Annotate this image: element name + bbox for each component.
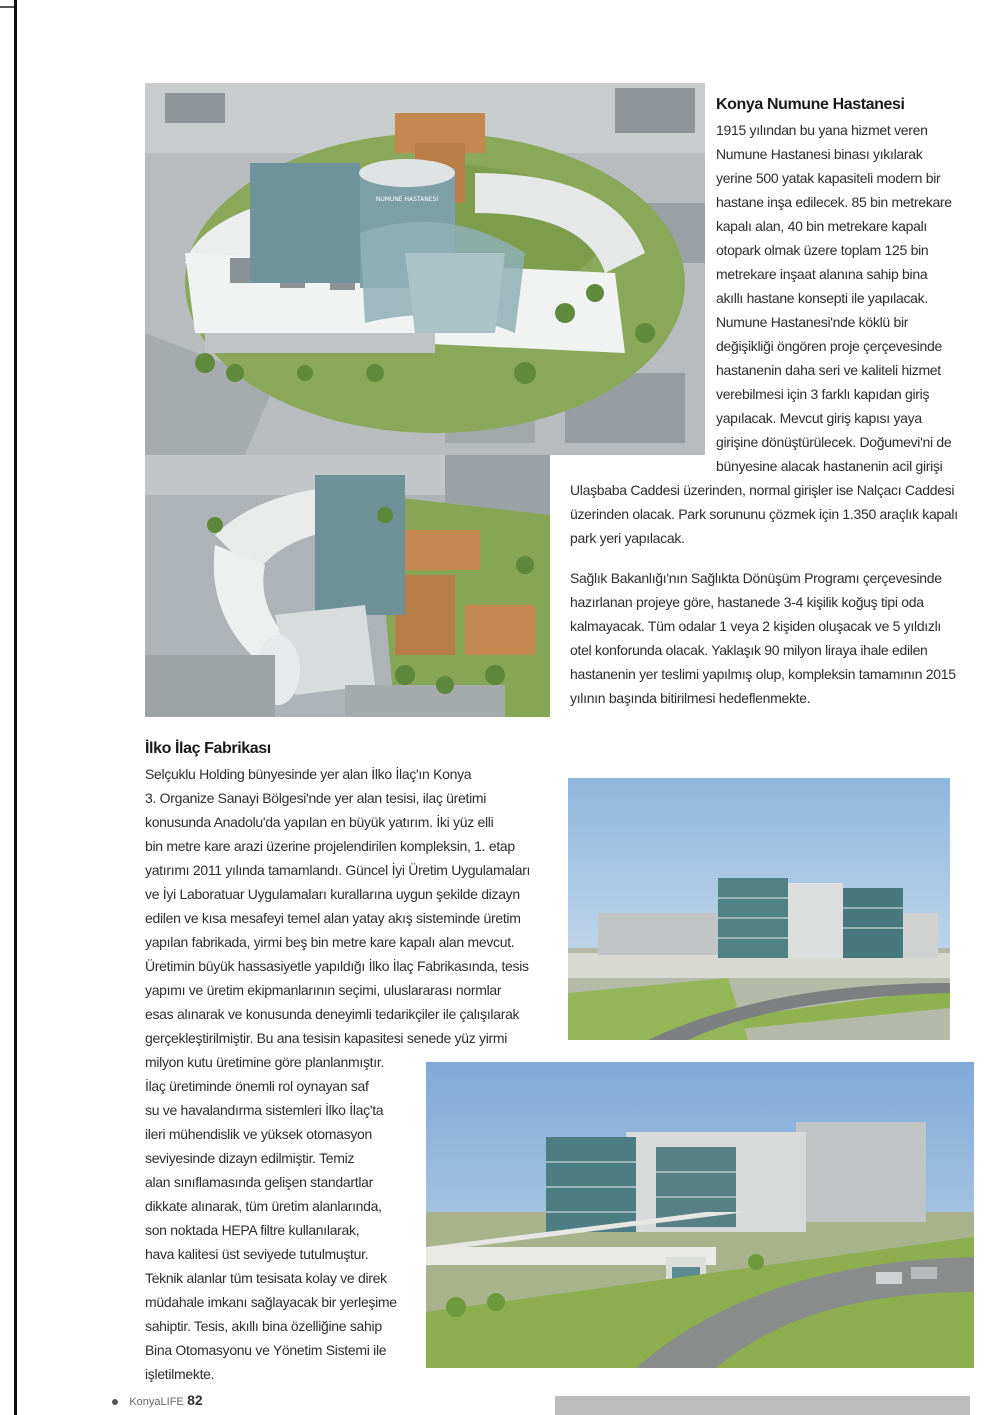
hospital-paragraph-2 xyxy=(570,566,956,710)
text-line: hastanenin daha seri ve kaliteli hizmet xyxy=(716,362,941,378)
factory-paragraph-narrow xyxy=(145,1074,397,1386)
text-line: Üretimin büyük hassasiyetle yapıldığı İlko İlaç Fabrikasında, tesis xyxy=(145,958,529,974)
text-line: ve İyi Laboratuar Uygulamaları kurallarına uygun şekilde dizayn xyxy=(145,886,520,902)
text-line: metrekare inşaat alanına sahip bina xyxy=(716,266,928,282)
text-line: sahiptir. Tesis, akıllı bina özelliğine sahip xyxy=(145,1318,382,1334)
text-line: hava kalitesi üst seviyede tutulmuştur. xyxy=(145,1246,369,1262)
text-line: alan sınıflamasında gelişen standartlar xyxy=(145,1174,373,1190)
hospital-aerial-render xyxy=(145,83,705,455)
text-line: kapalı alan, 40 bin metrekare kapalı xyxy=(716,218,927,234)
text-line: müdahale imkanı sağlayacak bir yerleşime xyxy=(145,1294,397,1310)
text-line: su ve havalandırma sistemleri İlko İlaç'ta xyxy=(145,1102,384,1118)
footer-bar xyxy=(555,1396,970,1415)
text-line: yerine 500 yatak kapasiteli modern bir xyxy=(716,170,941,186)
text-line: yılının başında bitirilmesi hedeflenmekte. xyxy=(570,690,811,706)
text-line: park yeri yapılacak. xyxy=(570,530,685,546)
text-line: değişikliği öngören proje çerçevesinde xyxy=(716,338,942,354)
text-line: işletilmekte. xyxy=(145,1366,215,1382)
text-line: hastane inşa edilecek. 85 bin metrekare xyxy=(716,194,952,210)
hospital-paragraph-1 xyxy=(716,118,952,478)
text-line: gerçekleştirilmiştir. Bu ana tesisin kapasitesi senede yüz yirmi xyxy=(145,1030,508,1046)
hospital-paragraph-1-cont xyxy=(570,478,958,550)
magazine-name: KonyaLIFE xyxy=(129,1396,184,1408)
text-line: yatırımı 2011 yılında tamamlandı. Güncel İyi Üretim Uygulamaları xyxy=(145,862,531,878)
text-line: bin metre kare arazi üzerine projelendirilen kompleksin, 1. etap xyxy=(145,838,515,854)
text-line: üzerinden olacak. Park sorununu çözmek için 1.350 araçlık kapalı xyxy=(570,506,958,522)
text-line: Ulaşbaba Caddesi üzerinden, normal girişler ise Nalçacı Caddesi xyxy=(570,482,955,498)
factory-photo-2 xyxy=(426,1062,974,1368)
text-line: yapılan fabrikada, yirmi beş bin metre kare kapalı alan mevcut. xyxy=(145,934,515,950)
text-line: hastanenin yer teslimi yapılmış olup, kompleksin tamamının 2015 xyxy=(570,666,956,682)
text-line: Numune Hastanesi binası yıkılarak xyxy=(716,146,923,162)
page-footer xyxy=(112,1392,203,1408)
text-line: Sağlık Bakanlığı'nın Sağlıkta Dönüşüm Programı çerçevesinde xyxy=(570,570,942,586)
text-line: Bina Otomasyonu ve Yönetim Sistemi ile xyxy=(145,1342,387,1358)
text-line: girişine dönüştürülecek. Doğumevi'ni de xyxy=(716,434,952,450)
hospital-title: Konya Numune Hastanesi xyxy=(716,96,905,113)
text-line: Selçuklu Holding bünyesinde yer alan İlko İlaç'ın Konya xyxy=(145,766,472,782)
text-line: İlaç üretiminde önemli rol oynayan saf xyxy=(145,1078,369,1094)
factory-paragraph xyxy=(145,762,530,1074)
text-line: yapılacak. Mevcut giriş kapısı yaya xyxy=(716,410,922,426)
text-line: verebilmesi için 3 farklı kapıdan giriş xyxy=(716,386,930,402)
text-line: Teknik alanlar tüm tesisata kolay ve direk xyxy=(145,1270,387,1286)
text-line: hazırlanan projeye göre, hastanede 3-4 kişilik koğuş tipi oda xyxy=(570,594,924,610)
text-line: konusunda Anadolu'da yapılan en büyük yatırım. İki yüz elli xyxy=(145,814,494,830)
binding-spine xyxy=(14,0,17,1415)
text-line: edilen ve kısa mesafeyi temel alan yatay akış sisteminde üretim xyxy=(145,910,521,926)
text-line: 1915 yılından bu yana hizmet veren xyxy=(716,122,928,138)
text-line: yapımı ve üretim ekipmanlarının seçimi, uluslararası normlar xyxy=(145,982,502,998)
binding-tick xyxy=(0,6,14,8)
text-line: esas alınarak ve konusunda deneyimli tedarikçiler ile çalışılarak xyxy=(145,1006,520,1022)
text-line: dikkate alınarak, tüm üretim alanlarında, xyxy=(145,1198,382,1214)
text-line: seviyesinde dizayn edilmiştir. Temiz xyxy=(145,1150,355,1166)
text-line: ileri mühendislik ve yüksek otomasyon xyxy=(145,1126,373,1142)
text-line: otel konforunda olacak. Yaklaşık 90 milyon liraya ihale edilen xyxy=(570,642,928,658)
factory-title: İlko İlaç Fabrikası xyxy=(145,740,271,757)
text-line: milyon kutu üretimine göre planlanmıştır. xyxy=(145,1054,385,1070)
hospital-wing-render xyxy=(145,455,550,717)
factory-photo-1 xyxy=(568,778,950,1040)
hospital-sign-text: NUMUNE HASTANESİ xyxy=(375,196,439,203)
text-line: kalmayacak. Tüm odalar 1 veya 2 kişiden oluşacak ve 5 yıldızlı xyxy=(570,618,941,634)
bullet-icon xyxy=(112,1399,118,1405)
text-line: bünyesine alacak hastanenin acil girişi xyxy=(716,458,943,474)
text-line: Numune Hastanesi'nde köklü bir xyxy=(716,314,909,330)
text-line: 3. Organize Sanayi Bölgesi'nde yer alan tesisi, ilaç üretimi xyxy=(145,790,487,806)
page-number: 82 xyxy=(187,1392,203,1408)
text-line: otopark olmak üzere toplam 125 bin xyxy=(716,242,929,258)
text-line: akıllı hastane konsepti ile yapılacak. xyxy=(716,290,928,306)
text-line: son noktada HEPA filtre kullanılarak, xyxy=(145,1222,360,1238)
